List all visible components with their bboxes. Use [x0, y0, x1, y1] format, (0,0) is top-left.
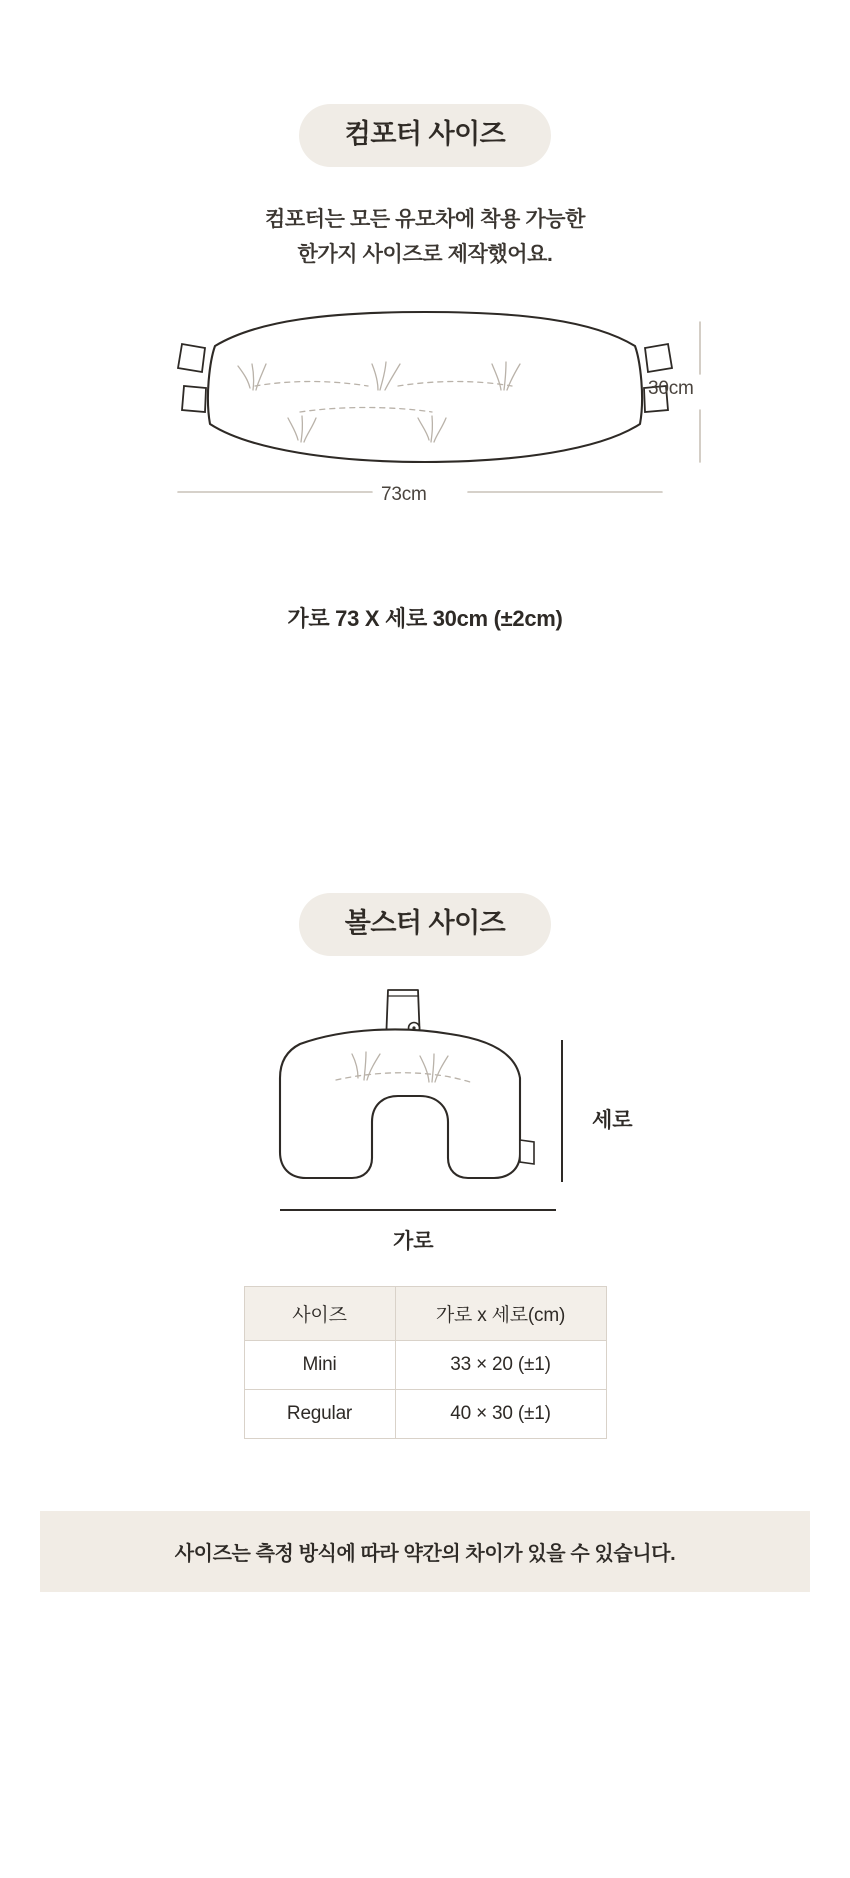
bolster-vertical-label: 세로	[592, 1109, 633, 1133]
bolster-section-heading	[0, 893, 850, 956]
comforter-drawing	[0, 300, 850, 560]
table-cell-size-name: Regular	[244, 1390, 395, 1439]
bolster-horizontal-label: 가로	[393, 1230, 434, 1254]
section-spacer	[0, 633, 850, 783]
bolster-size-table	[244, 1286, 607, 1439]
table-header-row	[244, 1287, 606, 1341]
comforter-section-heading	[0, 104, 850, 167]
bolster-illustration	[0, 982, 850, 1272]
table-cell-size-value: 40 × 30 (±1)	[395, 1390, 606, 1439]
comforter-intro	[0, 203, 850, 272]
comforter-heading-label: 컴포터 사이즈	[299, 104, 552, 167]
table-cell-size-name: Mini	[244, 1341, 395, 1390]
measurement-disclaimer: 사이즈는 측정 방식에 따라 약간의 차이가 있을 수 있습니다.	[40, 1511, 810, 1592]
table-row	[244, 1390, 606, 1439]
comforter-width-label: 73cm	[381, 484, 427, 506]
comforter-illustration	[0, 300, 850, 560]
comforter-spec-text: 가로 73 X 세로 30cm (±2cm)	[287, 606, 563, 632]
comforter-intro-line-1: 컴포터는 모든 유모차에 착용 가능한	[264, 208, 586, 231]
table-cell-size-value: 33 × 20 (±1)	[395, 1341, 606, 1390]
table-header-size: 사이즈	[244, 1287, 395, 1341]
comforter-intro-line-2: 한가지 사이즈로 제작했어요.	[297, 242, 553, 266]
top-spacer	[0, 0, 850, 104]
table-row	[244, 1341, 606, 1390]
comforter-height-label: 30cm	[648, 378, 694, 400]
section-spacer-2	[0, 783, 850, 893]
table-header-dimensions: 가로 x 세로(cm)	[395, 1287, 606, 1341]
bolster-heading-label: 볼스터 사이즈	[299, 893, 552, 956]
bolster-size-table-wrap	[0, 1286, 850, 1439]
